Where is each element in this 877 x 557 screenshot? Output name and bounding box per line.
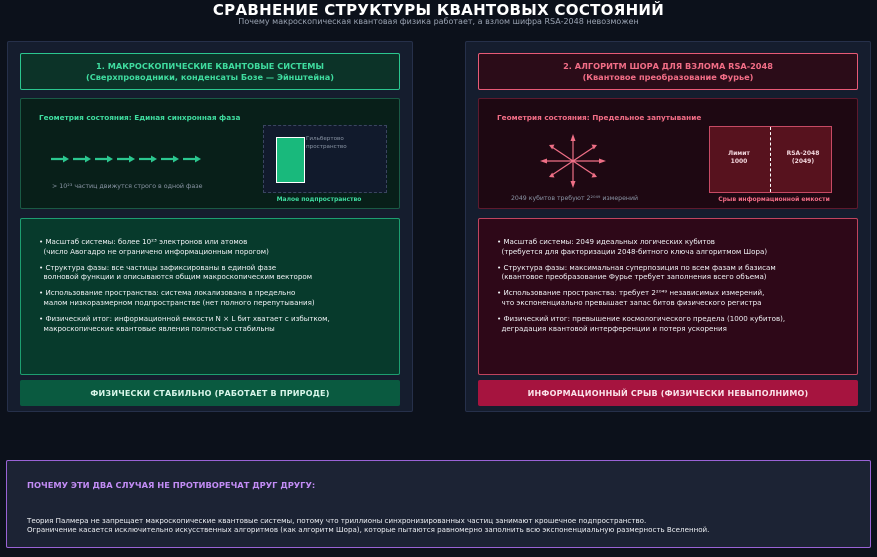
bullet-item: • Масштаб системы: 2049 идеальных логических кубитов (требуется для факторизации 2048-битного ключа алгоритмом Шора): [497, 237, 768, 256]
macroscopic-title: 1. МАКРОСКОПИЧЕСКИЕ КВАНТОВЫЕ СИСТЕМЫ: [96, 60, 324, 71]
bullet-item: • Структура фазы: все частицы зафиксированы в единой фазе волновой функции и описываются общим макроскопическим вектором: [39, 262, 313, 282]
arrow-icon: [117, 156, 135, 163]
arrows-caption: > 10²³ частиц движутся строго в одной фазе: [52, 183, 203, 190]
small-subspace-caption: Малое подпространство: [276, 196, 362, 203]
failure-verdict: ИНФОРМАЦИОННЫЙ СРЫВ (ФИЗИЧЕСКИ НЕВЫПОЛНИМО): [478, 380, 858, 406]
bullet-item: • Масштаб системы: более 10²³ электронов или атомов (число Авогадро не ограничено информационным порогом): [39, 237, 269, 256]
synchronous-phase-geometry: [20, 98, 400, 209]
conclusion-title: ПОЧЕМУ ЭТИ ДВА СЛУЧАЯ НЕ ПРОТИВОРЕЧАТ ДРУГ ДРУГУ:: [27, 480, 316, 490]
arrow-icon: [161, 156, 179, 163]
shor-header: [478, 53, 858, 90]
bullet-item: • Использование пространства: система локализована в предельно малом низкоразмерном подпространстве (нет полного перепутывания): [39, 288, 315, 307]
shor-title: 2. АЛГОРИТМ ШОРА ДЛЯ ВЗЛОМА RSA-2048: [563, 60, 773, 71]
shor-bullet-list: [478, 218, 858, 375]
hilbert-space-box: [263, 125, 387, 193]
arrow-icon: [51, 156, 69, 163]
macroscopic-systems-panel: [7, 41, 413, 412]
page-title: СРАВНЕНИЕ СТРУКТУРЫ КВАНТОВЫХ СОСТОЯНИЙ: [212, 1, 665, 19]
phase-arrows-icon: [47, 153, 207, 165]
rsa-label: RSA-2048 (2049): [786, 150, 820, 165]
qubits-caption: 2049 кубитов требуют 2²⁰⁴⁹ измерений: [511, 195, 638, 202]
occupied-subspace: [276, 137, 305, 183]
macroscopic-bullet-list: [20, 218, 400, 375]
bullet-item: • Структура фазы: максимальная суперпозиция по всем фазам и базисам (квантовое преобразование Фурье требует заполнения всего объема): [497, 262, 776, 282]
bullet-item: • Физический итог: информационной емкости N × L бит хватает с избытком, макроскопические квантовые явления полностью стабильны: [39, 314, 330, 333]
conclusion-panel: [6, 460, 871, 548]
capacity-comparison-box: [709, 126, 832, 193]
macroscopic-subtitle: (Сверхпроводники, конденсаты Бозе — Эйнштейна): [86, 71, 334, 82]
geometry-title: Геометрия состояния: Предельное запутывание: [497, 113, 702, 122]
bullet-item: • Физический итог: превышение космологического предела (1000 кубитов), деградация квантовой интерференции и потеря ускорения: [497, 314, 786, 333]
page-subtitle: Почему макроскопическая квантовая физика работает, а взлом шифра RSA-2048 невозможен: [238, 17, 639, 26]
bullet-item: • Использование пространства: требует 2²⁰⁴⁹ независимых измерений, что экспоненциально превышает запас битов физического регистра: [497, 288, 765, 307]
arrow-icon: [95, 156, 113, 163]
arrow-icon: [183, 156, 201, 163]
hilbert-space-label: Гильбертово пространство: [306, 136, 347, 150]
shor-subtitle: (Квантовое преобразование Фурье): [582, 71, 754, 82]
entanglement-geometry: [478, 98, 858, 209]
capacity-divider: [770, 127, 771, 192]
arrow-icon: [139, 156, 157, 163]
macroscopic-header: [20, 53, 400, 90]
entanglement-burst-icon: [539, 133, 607, 189]
limit-label: Лимит 1000: [728, 150, 750, 165]
capacity-caption: Срыв информационной емкости: [718, 196, 830, 203]
shor-algorithm-panel: [465, 41, 871, 412]
geometry-title: Геометрия состояния: Единая синхронная фаза: [39, 113, 241, 122]
conclusion-text: Теория Палмера не запрещает макроскопические квантовые системы, потому что триллионы синхронизированных частиц занимают крошечное подпространство. Ограничение касается исключительно искусственных алгоритмов (как алгоритм Шора), которые пытаются равномерно заполнить всю экспоненциальную размерность Вселенной.: [27, 516, 710, 535]
stable-verdict: ФИЗИЧЕСКИ СТАБИЛЬНО (РАБОТАЕТ В ПРИРОДЕ): [20, 380, 400, 406]
arrow-icon: [73, 156, 91, 163]
